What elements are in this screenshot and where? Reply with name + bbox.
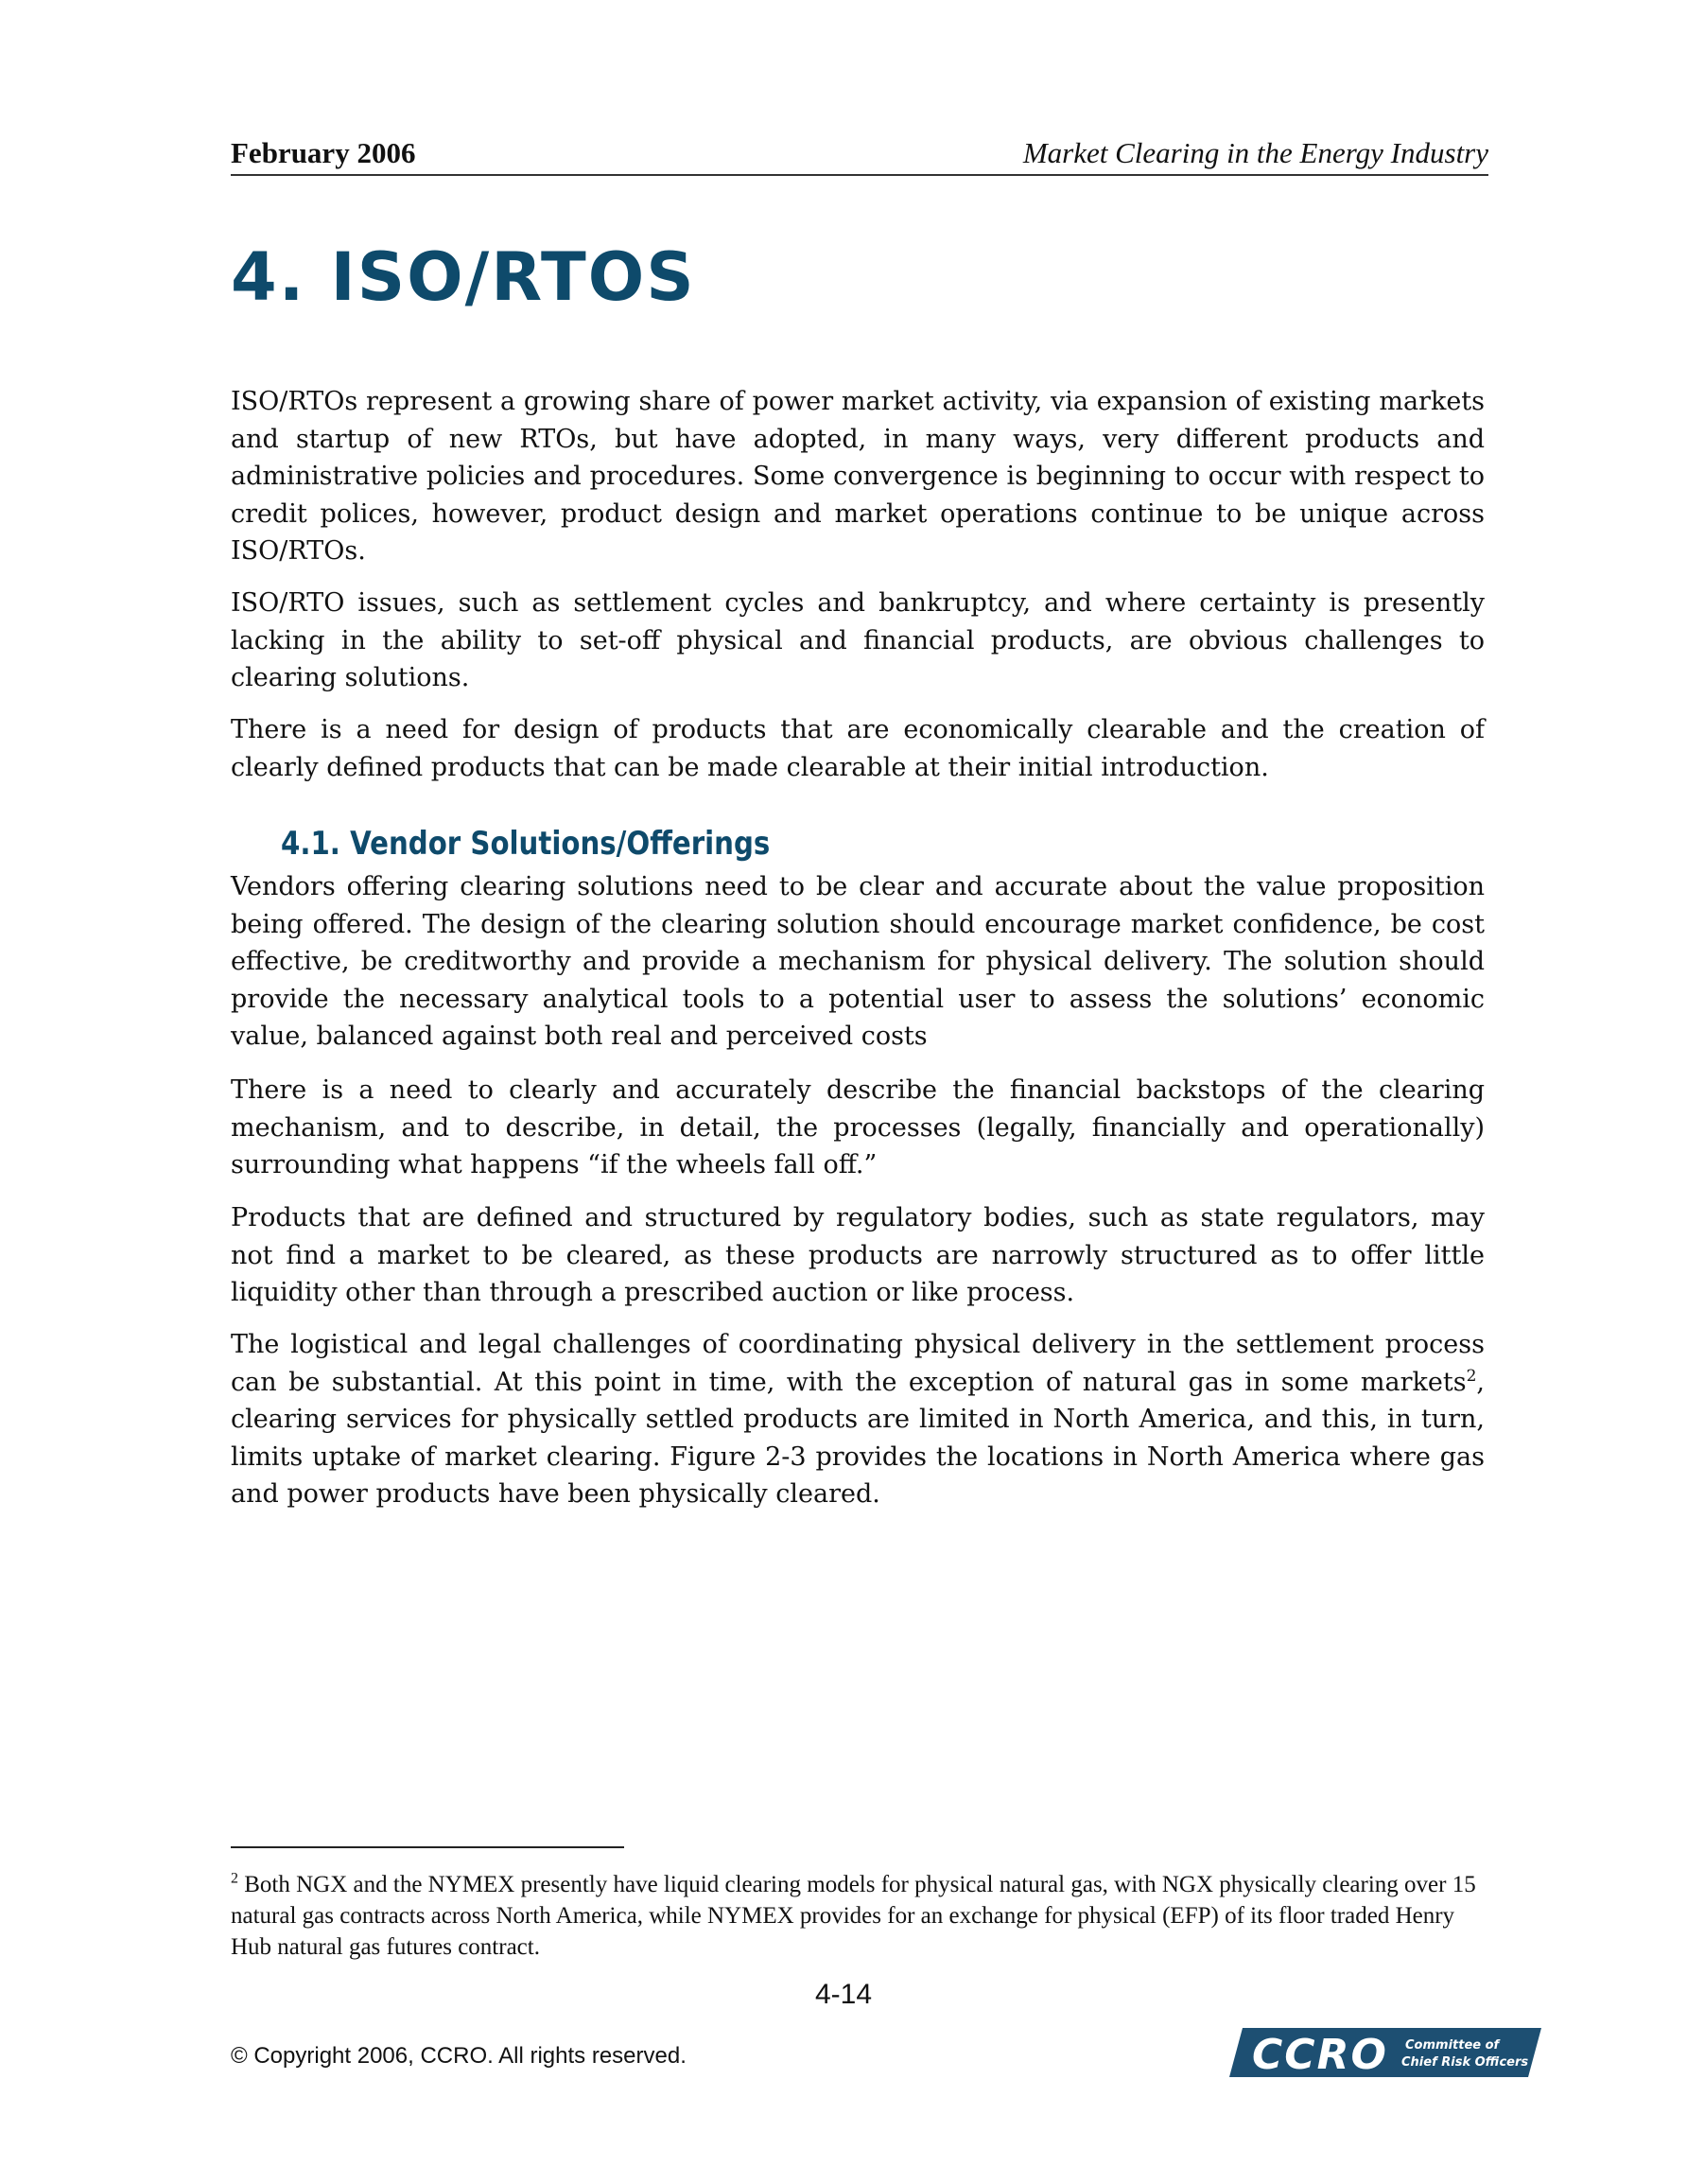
footnote-separator (231, 1846, 624, 1848)
paragraph-text-after-ref: , clearing services for physically settled products are limited in North America, and this, in turn, limits uptake of market clearing. Figure 2-3 provides the locations in North America where gas and power products have been physically cleared. (231, 1367, 1485, 1509)
section-paragraph-3: Products that are defined and structured by regulatory bodies, such as state regulators, may not find a market to be cleared, as these products are narrowly structured as to offer little liquidity other than through a prescribed auction or like process. (231, 1203, 1485, 1307)
chapter-title: 4. ISO/RTOS (231, 238, 696, 316)
footnote (231, 1869, 1488, 1963)
section-paragraph-4 (231, 1326, 1485, 1513)
section-paragraph-1: Vendors offering clearing solutions need to be clear and accurate about the value proposition being offered. The design of the clearing solution should encourage market confidence, be cost effective, be creditworthy and provide a mechanism for physical delivery. The solution should provide the necessary analytical tools to a potential user to assess the solutions’ economic value, balanced against both real and perceived costs (231, 872, 1485, 1051)
section-heading: 4.1. Vendor Solutions/Offerings (281, 825, 771, 863)
intro-paragraph-3: There is a need for design of products that are economically clearable and the creation of clearly defined products that can be made clearable at their initial introduction. (231, 715, 1485, 782)
footnote-number: 2 (231, 1870, 238, 1887)
intro-paragraph-2: ISO/RTO issues, such as settlement cycles and bankruptcy, and where certainty is presently lacking in the ability to set-off physical and financial products, are obvious challenges to clearing solutions. (231, 588, 1485, 692)
paragraph-text-before-ref: The logistical and legal challenges of coordinating physical delivery in the settlement process can be substantial. At this point in time, with the exception of natural gas in some markets (231, 1330, 1485, 1397)
page-number: 4-14 (814, 1979, 873, 2010)
logo-wordmark: CCRO (1252, 2031, 1388, 2079)
section-paragraph-2: There is a need to clearly and accurately describe the financial backstops of the clearing mechanism, and to describe, in detail, the processes (legally, financially and operationally) surrounding what happens “if the wheels fall off.” (231, 1075, 1485, 1179)
ccro-logo (1229, 2026, 1541, 2079)
footnote-text: Both NGX and the NYMEX presently have liquid clearing models for physical natural gas, with NGX physically clearing over 15 natural gas contracts across North America, while NYMEX provides for an exchange for physical (EFP) of its floor traded Henry Hub natural gas futures contract. (231, 1872, 1476, 1960)
copyright-notice: © Copyright 2006, CCRO. All rights reserved. (231, 2043, 687, 2069)
header-document-title: Market Clearing in the Energy Industry (1022, 136, 1488, 169)
intro-paragraph-1: ISO/RTOs represent a growing share of power market activity, via expansion of existing markets and startup of new RTOs, but have adopted, in many ways, very different products and administrative policies and procedures. Some convergence is beginning to occur with respect to credit polices, however, product design and market operations continue to be unique across ISO/RTOs. (231, 387, 1485, 566)
logo-tagline-line-1: Committee of (1405, 2038, 1500, 2053)
footnote-reference[interactable]: 2 (1466, 1366, 1477, 1386)
header-date: February 2006 (231, 136, 416, 169)
logo-tagline-line-2: Chief Risk Officers (1401, 2055, 1529, 2070)
page-header (231, 132, 1488, 176)
